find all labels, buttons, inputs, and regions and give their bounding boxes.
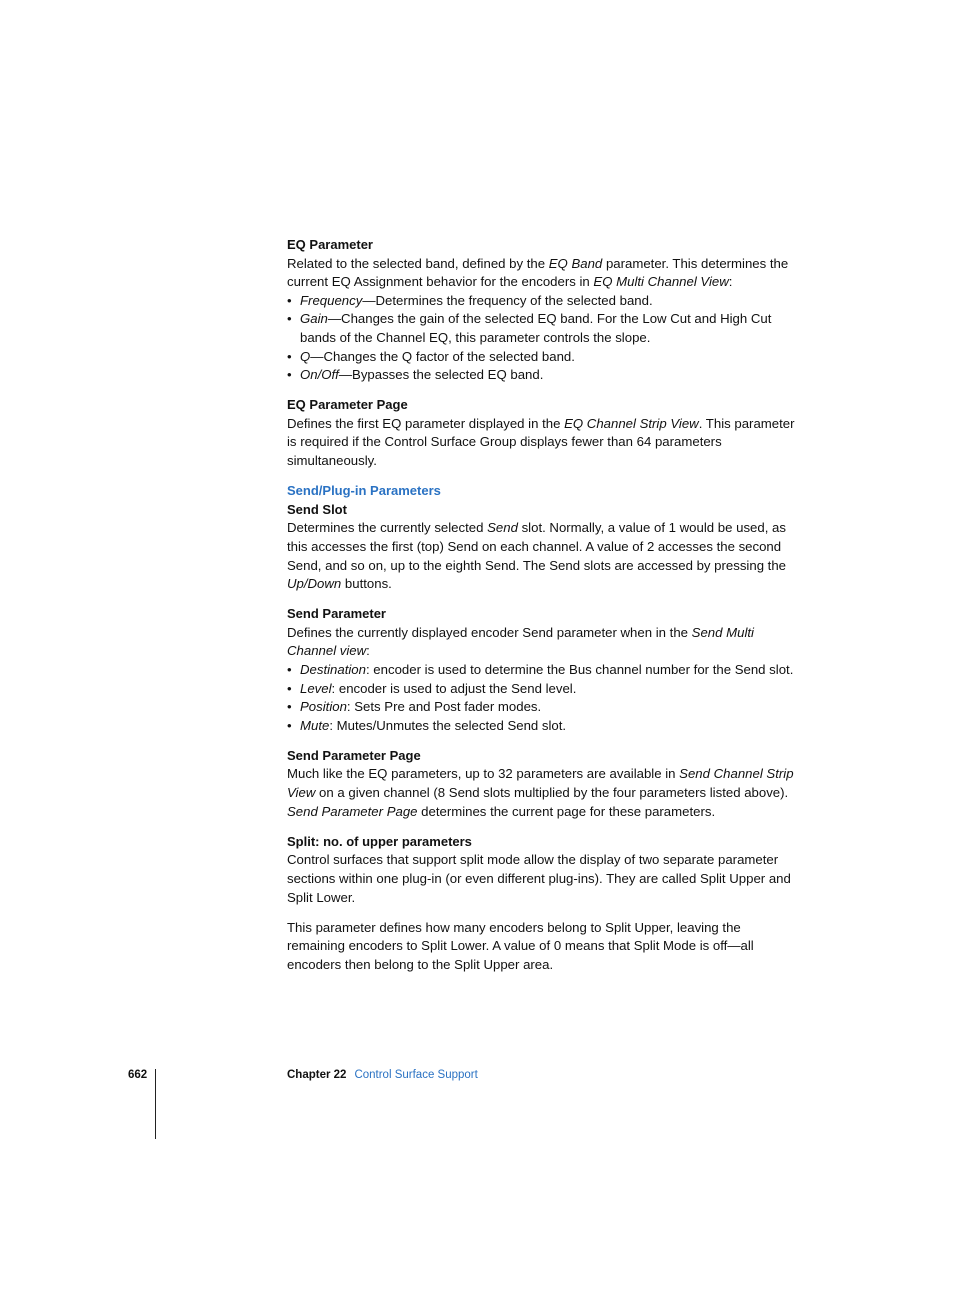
footer-chapter (287, 1069, 478, 1081)
footer-divider (155, 1069, 156, 1139)
eq-parameter-list (287, 292, 799, 385)
list-item: • Frequency—Determines the frequency of the selected band. (287, 292, 799, 311)
list-item: • On/Off—Bypasses the selected EQ band. (287, 366, 799, 385)
list-item: • Mute: Mutes/Unmutes the selected Send slot. (287, 717, 799, 736)
list-item: • Position: Sets Pre and Post fader modes. (287, 698, 799, 717)
page-number: 662 (128, 1069, 148, 1081)
list-item: • Gain—Changes the gain of the selected EQ band. For the Low Cut and High Cut bands of the Channel EQ, this parameter controls the slope. (287, 310, 799, 347)
chapter-label: Chapter 22 (287, 1069, 347, 1081)
list-item: • Level: encoder is used to adjust the Send level. (287, 680, 799, 699)
send-parameter-page-body: Much like the EQ parameters, up to 32 parameters are available in Send Channel Strip View on a given channel (8 Send slots multiplied by the four parameters listed above). Send Parameter Page determines the current page for these parameters. (287, 766, 794, 819)
send-slot-heading: Send Slot (287, 501, 347, 517)
eq-parameter-heading: EQ Parameter (287, 237, 373, 252)
send-parameter-page-heading: Send Parameter Page (287, 747, 421, 763)
send-parameter-intro: Defines the currently displayed encoder Send parameter when in the Send Multi Channel view: (287, 624, 754, 659)
send-parameter-list (287, 661, 799, 735)
eq-parameter-page-heading: EQ Parameter Page (287, 397, 408, 413)
send-plugin-section-title: Send/Plug-in Parameters (287, 483, 441, 499)
eq-parameter-page-body: Defines the first EQ parameter displayed in the EQ Channel Strip View. This parameter is required if the Control Surface Group displays fewer than 64 parameters simultaneously. (287, 415, 795, 469)
split-body-1: Control surfaces that support split mode allow the display of two separate parameter sections within one plug-in (or even different plug-ins). They are called Split Upper and Split Lower. (287, 852, 791, 905)
list-item: • Destination: encoder is used to determine the Bus channel number for the Send slot. (287, 661, 799, 680)
send-parameter-heading: Send Parameter (287, 606, 386, 622)
page-content (287, 236, 799, 974)
split-body-2: This parameter defines how many encoders belong to Split Upper, leaving the remaining encoders to Split Lower. A value of 0 means that Split Mode is off—all encoders then belong to the Split Upper area. (287, 919, 754, 972)
eq-parameter-intro: Related to the selected band, defined by the EQ Band parameter. This determines the current EQ Assignment behavior for the encoders in EQ Multi Channel View: (287, 255, 789, 290)
list-item: • Q—Changes the Q factor of the selected band. (287, 348, 799, 367)
chapter-title-link[interactable]: Control Surface Support (354, 1069, 478, 1081)
send-slot-body: Determines the currently selected Send slot. Normally, a value of 1 would be used, as this accesses the first (top) Send on each channel. A value of 2 accesses the second Send, and so on, up to the eighth Send. The Send slots are accessed by pressing the Up/Down buttons. (287, 520, 787, 592)
split-heading: Split: no. of upper parameters (287, 833, 472, 849)
